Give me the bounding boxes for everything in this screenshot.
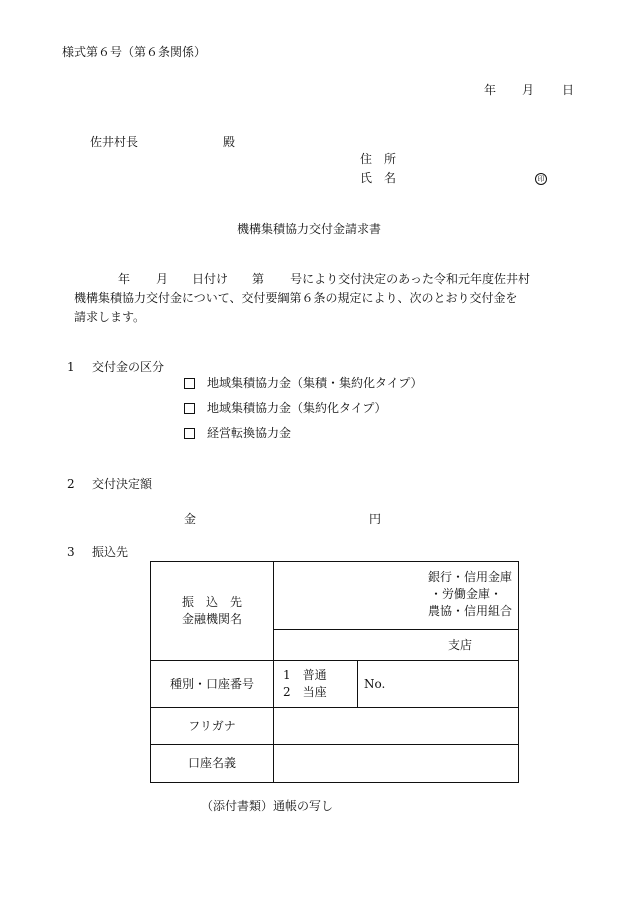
amount-prefix: 金 xyxy=(184,512,197,526)
furigana-input-cell[interactable] xyxy=(274,708,519,745)
account-label-cell xyxy=(151,661,274,708)
address-label: 住 所 xyxy=(360,152,397,166)
holder-label-cell xyxy=(151,745,274,783)
institution-label-cell xyxy=(151,562,274,661)
holder-label: 口座名義 xyxy=(187,756,236,770)
date-year: 年 xyxy=(484,83,497,97)
furigana-label-cell xyxy=(151,708,274,745)
body-line-3: 請求します。 xyxy=(74,310,146,324)
date-month: 月 xyxy=(522,83,535,97)
checkbox[interactable] xyxy=(184,378,195,389)
section-1-number: 1 xyxy=(67,360,75,374)
body-line-1 xyxy=(74,270,586,289)
section-3-heading: 振込先 xyxy=(92,545,129,559)
account-no-label: No. xyxy=(364,676,386,691)
option-label: 地域集積協力金（集約化タイプ） xyxy=(207,401,387,415)
body-year: 年 xyxy=(118,272,131,286)
holder-input-cell[interactable] xyxy=(274,745,519,783)
institution-label-1: 振 込 先 xyxy=(181,595,242,609)
bank-types-1: 銀行・信用金庫 xyxy=(428,570,513,584)
form-number: 様式第６号（第６条関係） xyxy=(62,45,207,59)
option-row[interactable] xyxy=(184,401,387,416)
body-line-1-rest: 号により交付決定のあった令和元年度佐井村 xyxy=(290,272,530,286)
addressee-name: 佐井村長 xyxy=(90,135,139,149)
name-label: 氏 名 xyxy=(360,171,397,185)
option-label: 経営転換協力金 xyxy=(207,426,292,440)
body-month: 月 xyxy=(156,272,169,286)
section-1-heading: 交付金の区分 xyxy=(92,360,165,374)
checkbox[interactable] xyxy=(184,428,195,439)
account-label: 種別・口座番号 xyxy=(169,676,254,691)
option-row[interactable] xyxy=(184,426,291,441)
bank-types-cell[interactable] xyxy=(274,562,519,630)
bank-transfer-table xyxy=(150,561,519,783)
body-no-prefix: 第 xyxy=(252,272,265,286)
branch-label: 支店 xyxy=(448,637,473,652)
body-line-2: 機構集積協力交付金について、交付要綱第６条の規定により、次のとおり交付金を xyxy=(74,291,518,305)
account-type-1: 1 普通 xyxy=(283,668,327,682)
option-label: 地域集積協力金（集積・集約化タイプ） xyxy=(207,376,423,390)
document-title: 機構集積協力交付金請求書 xyxy=(237,222,382,236)
date-day: 日 xyxy=(562,83,575,97)
option-row[interactable] xyxy=(184,376,423,391)
amount-unit: 円 xyxy=(369,512,382,526)
bank-types-2: ・労働金庫・ xyxy=(430,587,503,601)
furigana-label: フリガナ xyxy=(188,718,236,733)
section-3-number: 3 xyxy=(67,545,75,559)
bank-types-3: 農協・信用組合 xyxy=(428,604,513,618)
section-2-heading: 交付決定額 xyxy=(92,477,153,491)
seal-mark: 印 xyxy=(535,173,547,185)
body-dated: 日付け xyxy=(192,272,229,286)
account-number-cell[interactable] xyxy=(358,661,519,708)
section-2-number: 2 xyxy=(67,477,75,491)
branch-cell[interactable] xyxy=(274,630,519,661)
request-body xyxy=(74,270,586,327)
checkbox[interactable] xyxy=(184,403,195,414)
account-type-cell[interactable] xyxy=(274,661,358,708)
institution-label-2: 金融機関名 xyxy=(181,612,242,626)
attachment-note: （添付書類）通帳の写し xyxy=(201,799,334,813)
account-type-2: 2 当座 xyxy=(283,685,327,699)
addressee-honorific: 殿 xyxy=(223,135,236,149)
